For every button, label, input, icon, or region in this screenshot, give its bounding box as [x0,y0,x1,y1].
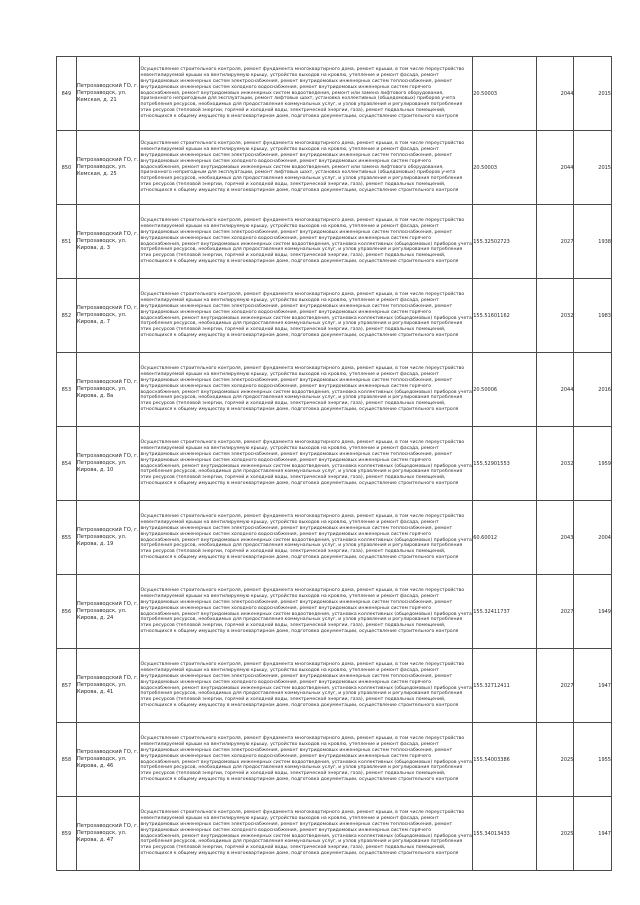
works-description-cell: Осуществление строительного контроля, ремонт фундамента многоквартирного дома, ремонт крыши, в том числе переустройство невентилируемой крыши на вентилируемую крышу, устройство выходов на кровлю, утепление и ремонт фасада, ремонт внутридомовых инженерных систем электроснабжения, ремонт внутридомовых инженерных систем теплоснабжения, ремонт внутридомовых инженерных систем холодного водоснабжения, ремонт внутридомовых инженерных систем горячего водоснабжения, ремонт внутридомовых инженерных систем водоотведения, ремонт или замена лифтового оборудования, признанного непригодным для эксплуатации, ремонт лифтовых шахт, установка коллективных (общедомовых) приборов учета потребления ресурсов, необходимых для предоставления коммунальных услуг, и узлов управления и регулирования потребления этих ресурсов (тепловой энергии, горячей и холодной воды, электрической энергии, газа), ремонт подвальных помещений, относящихся к общему имуществу в многоквартирном доме, подготовка документации, осуществление строительного контроля [140,57,473,131]
year-cell: 1959 [574,427,612,501]
table-row [57,723,612,797]
row-number-cell: 856 [57,575,77,649]
table-row [57,649,612,723]
row-number-cell: 855 [57,501,77,575]
planned-year-cell: 2027 [536,575,574,649]
address-cell: Петрозаводский ГО, г. Петрозаводск, ул. Кирова, д. 3 [76,205,140,279]
row-number-cell: 849 [57,57,77,131]
row-number-cell: 859 [57,797,77,871]
cost-cell: 155.32712411 [473,649,537,723]
cost-cell: 20.50003 [473,131,537,205]
planned-year-cell: 2025 [536,797,574,871]
table-body [57,57,612,871]
year-cell: 1955 [574,723,612,797]
year-cell: 2016 [574,353,612,427]
works-description-cell: Осуществление строительного контроля, ремонт фундамента многоквартирного дома, ремонт крыши, в том числе переустройство невентилируемой крыши на вентилируемую крышу, устройство выходов на кровлю, утепление и ремонт фасада, ремонт внутридомовых инженерных систем электроснабжения, ремонт внутридомовых инженерных систем теплоснабжения, ремонт внутридомовых инженерных систем холодного водоснабжения, ремонт внутридомовых инженерных систем горячего водоснабжения, ремонт внутридомовых инженерных систем водоотведения, установка коллективных (общедомовых) приборов учета потребления ресурсов, необходимых для предоставления коммунальных услуг, и узлов управления и регулирования потребления этих ресурсов (тепловой энергии, горячей и холодной воды, электрической энергии, газа), ремонт подвальных помещений, относящихся к общему имуществу в многоквартирном доме, подготовка документации, осуществление строительного контроля [140,649,473,723]
cost-cell: 155.54003386 [473,723,537,797]
works-description-cell: Осуществление строительного контроля, ремонт фундамента многоквартирного дома, ремонт крыши, в том числе переустройство невентилируемой крыши на вентилируемую крышу, устройство выходов на кровлю, утепление и ремонт фасада, ремонт внутридомовых инженерных систем электроснабжения, ремонт внутридомовых инженерных систем теплоснабжения, ремонт внутридомовых инженерных систем холодного водоснабжения, ремонт внутридомовых инженерных систем горячего водоснабжения, ремонт внутридомовых инженерных систем водоотведения, установка коллективных (общедомовых) приборов учета потребления ресурсов, необходимых для предоставления коммунальных услуг, и узлов управления и регулирования потребления этих ресурсов (тепловой энергии, горячей и холодной воды, электрической энергии, газа), ремонт подвальных помещений, относящихся к общему имуществу в многоквартирном доме, подготовка документации, осуществление строительного контроля [140,575,473,649]
works-description-cell: Осуществление строительного контроля, ремонт фундамента многоквартирного дома, ремонт крыши, в том числе переустройство невентилируемой крыши на вентилируемую крышу, устройство выходов на кровлю, утепление и ремонт фасада, ремонт внутридомовых инженерных систем электроснабжения, ремонт внутридомовых инженерных систем теплоснабжения, ремонт внутридомовых инженерных систем холодного водоснабжения, ремонт внутридомовых инженерных систем горячего водоснабжения, ремонт внутридомовых инженерных систем водоотведения, установка коллективных (общедомовых) приборов учета потребления ресурсов, необходимых для предоставления коммунальных услуг, и узлов управления и регулирования потребления этих ресурсов (тепловой энергии, горячей и холодной воды, электрической энергии, газа), ремонт подвальных помещений, относящихся к общему имуществу в многоквартирном доме, подготовка документации, осуществление строительного контроля [140,797,473,871]
address-cell: Петрозаводский ГО, г. Петрозаводск, ул. Кирова, д. 10 [76,427,140,501]
year-cell: 1947 [574,797,612,871]
row-number-cell: 854 [57,427,77,501]
row-number-cell: 858 [57,723,77,797]
year-cell: 2015 [574,57,612,131]
works-description-cell: Осуществление строительного контроля, ремонт фундамента многоквартирного дома, ремонт крыши, в том числе переустройство невентилируемой крыши на вентилируемую крышу, устройство выходов на кровлю, утепление и ремонт фасада, ремонт внутридомовых инженерных систем электроснабжения, ремонт внутридомовых инженерных систем теплоснабжения, ремонт внутридомовых инженерных систем холодного водоснабжения, ремонт внутридомовых инженерных систем горячего водоснабжения, ремонт внутридомовых инженерных систем водоотведения, установка коллективных (общедомовых) приборов учета потребления ресурсов, необходимых для предоставления коммунальных услуг, и узлов управления и регулирования потребления этих ресурсов (тепловой энергии, горячей и холодной воды, электрической энергии, газа), ремонт подвальных помещений, относящихся к общему имуществу в многоквартирном доме, подготовка документации, осуществление строительного контроля [140,427,473,501]
row-number-cell: 851 [57,205,77,279]
address-cell: Петрозаводский ГО, г. Петрозаводск, ул. Кирова, д. 41 [76,649,140,723]
works-description-cell: Осуществление строительного контроля, ремонт фундамента многоквартирного дома, ремонт крыши, в том числе переустройство невентилируемой крыши на вентилируемую крышу, устройство выходов на кровлю, утепление и ремонт фасада, ремонт внутридомовых инженерных систем электроснабжения, ремонт внутридомовых инженерных систем теплоснабжения, ремонт внутридомовых инженерных систем холодного водоснабжения, ремонт внутридомовых инженерных систем горячего водоснабжения, ремонт внутридомовых инженерных систем водоотведения, установка коллективных (общедомовых) приборов учета потребления ресурсов, необходимых для предоставления коммунальных услуг, и узлов управления и регулирования потребления этих ресурсов (тепловой энергии, горячей и холодной воды, электрической энергии, газа), ремонт подвальных помещений, относящихся к общему имуществу в многоквартирном доме, подготовка документации, осуществление строительного контроля [140,205,473,279]
planned-year-cell: 2044 [536,57,574,131]
cost-cell: 60.60012 [473,501,537,575]
year-cell: 2004 [574,501,612,575]
row-number-cell: 852 [57,279,77,353]
year-cell: 1949 [574,575,612,649]
year-cell: 2015 [574,131,612,205]
table-row [57,353,612,427]
table-row [57,427,612,501]
works-description-cell: Осуществление строительного контроля, ремонт фундамента многоквартирного дома, ремонт крыши, в том числе переустройство невентилируемой крыши на вентилируемую крышу, устройство выходов на кровлю, утепление и ремонт фасада, ремонт внутридомовых инженерных систем электроснабжения, ремонт внутридомовых инженерных систем теплоснабжения, ремонт внутридомовых инженерных систем холодного водоснабжения, ремонт внутридомовых инженерных систем горячего водоснабжения, ремонт внутридомовых инженерных систем водоотведения, установка коллективных (общедомовых) приборов учета потребления ресурсов, необходимых для предоставления коммунальных услуг, и узлов управления и регулирования потребления этих ресурсов (тепловой энергии, горячей и холодной воды, электрической энергии, газа), ремонт подвальных помещений, относящихся к общему имуществу в многоквартирном доме, подготовка документации, осуществление строительного контроля [140,501,473,575]
cost-cell: 20.50003 [473,57,537,131]
table-row [57,205,612,279]
planned-year-cell: 2027 [536,649,574,723]
planned-year-cell: 2032 [536,279,574,353]
row-number-cell: 857 [57,649,77,723]
table-row [57,501,612,575]
address-cell: Петрозаводский ГО, г. Петрозаводск, ул. Кирова, д. 7 [76,279,140,353]
address-cell: Петрозаводский ГО, г. Петрозаводск, ул. Кемская, д. 25 [76,131,140,205]
address-cell: Петрозаводский ГО, г. Петрозаводск, ул. Кирова, д. 24 [76,575,140,649]
table-row [57,57,612,131]
table-row [57,279,612,353]
address-cell: Петрозаводский ГО, г. Петрозаводск, ул. Кирова, д. 47 [76,797,140,871]
cost-cell: 155.34013433 [473,797,537,871]
planned-year-cell: 2025 [536,723,574,797]
cost-cell: 20.50006 [473,353,537,427]
cost-cell: 155.51601162 [473,279,537,353]
planned-year-cell: 2044 [536,131,574,205]
capital-repair-table [56,56,612,871]
address-cell: Петрозаводский ГО, г. Петрозаводск, ул. Кирова, д. 8а [76,353,140,427]
works-description-cell: Осуществление строительного контроля, ремонт фундамента многоквартирного дома, ремонт крыши, в том числе переустройство невентилируемой крыши на вентилируемую крышу, устройство выходов на кровлю, утепление и ремонт фасада, ремонт внутридомовых инженерных систем электроснабжения, ремонт внутридомовых инженерных систем теплоснабжения, ремонт внутридомовых инженерных систем холодного водоснабжения, ремонт внутридомовых инженерных систем горячего водоснабжения, ремонт внутридомовых инженерных систем водоотведения, установка коллективных (общедомовых) приборов учета потребления ресурсов, необходимых для предоставления коммунальных услуг, и узлов управления и регулирования потребления этих ресурсов (тепловой энергии, горячей и холодной воды, электрической энергии, газа), ремонт подвальных помещений, относящихся к общему имуществу в многоквартирном доме, подготовка документации, осуществление строительного контроля [140,723,473,797]
planned-year-cell: 2027 [536,205,574,279]
cost-cell: 155.32502723 [473,205,537,279]
year-cell: 1947 [574,649,612,723]
planned-year-cell: 2044 [536,353,574,427]
works-description-cell: Осуществление строительного контроля, ремонт фундамента многоквартирного дома, ремонт крыши, в том числе переустройство невентилируемой крыши на вентилируемую крышу, устройство выходов на кровлю, утепление и ремонт фасада, ремонт внутридомовых инженерных систем электроснабжения, ремонт внутридомовых инженерных систем теплоснабжения, ремонт внутридомовых инженерных систем холодного водоснабжения, ремонт внутридомовых инженерных систем горячего водоснабжения, ремонт внутридомовых инженерных систем водоотведения, ремонт или замена лифтового оборудования, признанного непригодным для эксплуатации, ремонт лифтовых шахт, установка коллективных (общедомовых) приборов учета потребления ресурсов, необходимых для предоставления коммунальных услуг, и узлов управления и регулирования потребления этих ресурсов (тепловой энергии, горячей и холодной воды, электрической энергии, газа), ремонт подвальных помещений, относящихся к общему имуществу в многоквартирном доме, подготовка документации, осуществление строительного контроля [140,131,473,205]
cost-cell: 155.32411737 [473,575,537,649]
planned-year-cell: 2032 [536,427,574,501]
planned-year-cell: 2043 [536,501,574,575]
table-row [57,797,612,871]
cost-cell: 155.52901553 [473,427,537,501]
table-row [57,131,612,205]
address-cell: Петрозаводский ГО, г. Петрозаводск, ул. Кирова, д. 46 [76,723,140,797]
works-description-cell: Осуществление строительного контроля, ремонт фундамента многоквартирного дома, ремонт крыши, в том числе переустройство невентилируемой крыши на вентилируемую крышу, устройство выходов на кровлю, утепление и ремонт фасада, ремонт внутридомовых инженерных систем электроснабжения, ремонт внутридомовых инженерных систем теплоснабжения, ремонт внутридомовых инженерных систем холодного водоснабжения, ремонт внутридомовых инженерных систем горячего водоснабжения, ремонт внутридомовых инженерных систем водоотведения, установка коллективных (общедомовых) приборов учета потребления ресурсов, необходимых для предоставления коммунальных услуг, и узлов управления и регулирования потребления этих ресурсов (тепловой энергии, горячей и холодной воды, электрической энергии, газа), ремонт подвальных помещений, относящихся к общему имуществу в многоквартирном доме, подготовка документации, осуществление строительного контроля [140,353,473,427]
address-cell: Петрозаводский ГО, г. Петрозаводск, ул. Кирова, д. 19 [76,501,140,575]
year-cell: 1983 [574,279,612,353]
row-number-cell: 853 [57,353,77,427]
address-cell: Петрозаводский ГО, г. Петрозаводск, ул. Кемская, д. 21 [76,57,140,131]
table-row [57,575,612,649]
year-cell: 1938 [574,205,612,279]
works-description-cell: Осуществление строительного контроля, ремонт фундамента многоквартирного дома, ремонт крыши, в том числе переустройство невентилируемой крыши на вентилируемую крышу, устройство выходов на кровлю, утепление и ремонт фасада, ремонт внутридомовых инженерных систем электроснабжения, ремонт внутридомовых инженерных систем теплоснабжения, ремонт внутридомовых инженерных систем холодного водоснабжения, ремонт внутридомовых инженерных систем горячего водоснабжения, ремонт внутридомовых инженерных систем водоотведения, установка коллективных (общедомовых) приборов учета потребления ресурсов, необходимых для предоставления коммунальных услуг, и узлов управления и регулирования потребления этих ресурсов (тепловой энергии, горячей и холодной воды, электрической энергии, газа), ремонт подвальных помещений, относящихся к общему имуществу в многоквартирном доме, подготовка документации, осуществление строительного контроля [140,279,473,353]
row-number-cell: 850 [57,131,77,205]
